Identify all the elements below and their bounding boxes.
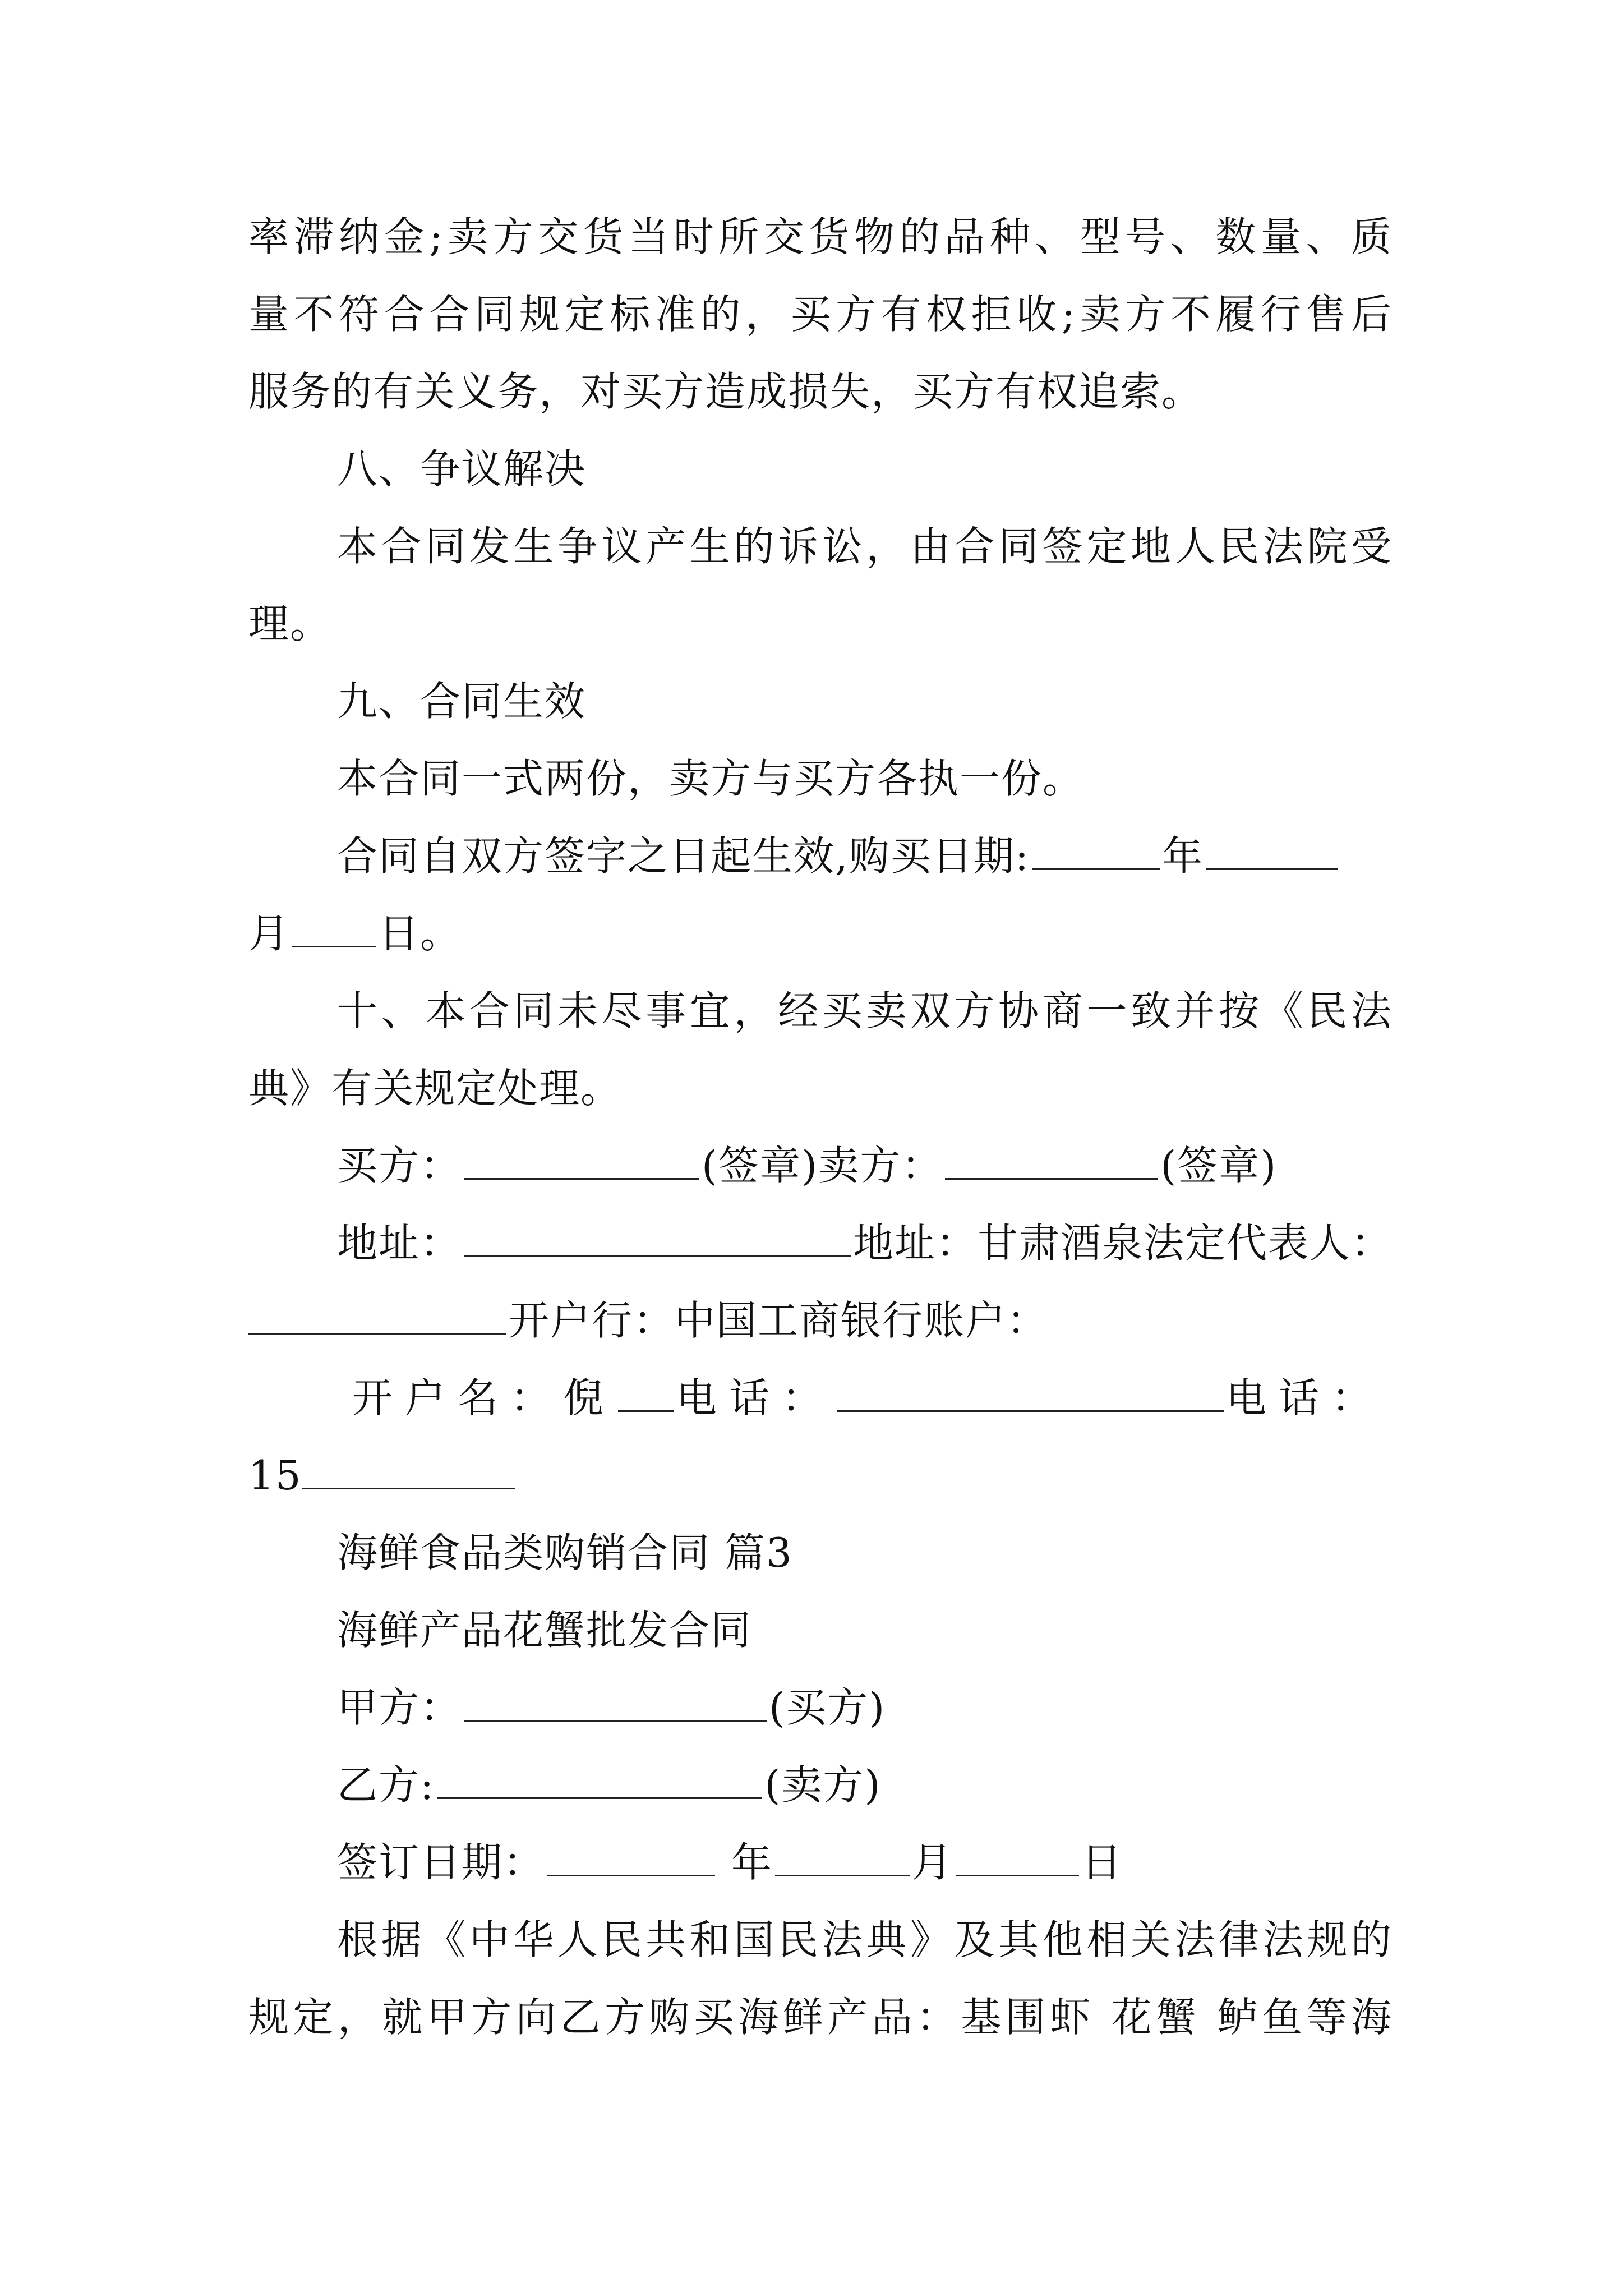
text-segment: 日。 bbox=[379, 910, 462, 957]
text-segment: 开户名：倪 bbox=[352, 1374, 616, 1421]
text-segment: 乙方: bbox=[337, 1761, 435, 1809]
blank-field bbox=[1206, 828, 1338, 870]
blank-field bbox=[1032, 828, 1160, 870]
address-line bbox=[337, 1215, 1481, 1271]
signing-date-line bbox=[337, 1834, 1481, 1890]
blank-field bbox=[618, 1370, 674, 1412]
text-segment: (卖方) bbox=[764, 1761, 882, 1809]
party-b-line bbox=[337, 1757, 1481, 1813]
text-segment: (签章) bbox=[1160, 1142, 1278, 1189]
text-segment: 地址：甘肃酒泉法定代表人： bbox=[853, 1220, 1393, 1267]
contract-subtitle: 海鲜产品花蟹批发合同 bbox=[337, 1607, 753, 1654]
text-segment: 日 bbox=[1081, 1839, 1123, 1886]
effective-date-line bbox=[337, 828, 1481, 884]
text-segment: 月 bbox=[248, 910, 291, 957]
text-segment: (买方) bbox=[769, 1684, 886, 1731]
text-segment: (签章)卖方： bbox=[702, 1142, 943, 1189]
text-segment: 地址： bbox=[337, 1220, 462, 1267]
blank-field bbox=[956, 1834, 1079, 1876]
text-segment: 15 bbox=[248, 1452, 302, 1499]
text-segment: 年 bbox=[1162, 832, 1204, 880]
text-segment: 年 bbox=[731, 1839, 773, 1886]
paragraph-line: 典》有关规定处理。 bbox=[248, 1065, 623, 1112]
paragraph-line: 规定，就甲方向乙方购买海鲜产品：基围虾 花蟹 鲈鱼等海 bbox=[248, 1994, 1393, 2041]
paragraph-line: 本合同发生争议产生的诉讼，由合同签定地人民法院受 bbox=[337, 523, 1393, 570]
text-segment: 电话： bbox=[676, 1374, 835, 1421]
paragraph-line: 十、本合同未尽事宜，经买卖双方协商一致并按《民法 bbox=[337, 987, 1393, 1034]
section-title: 海鲜食品类购销合同 篇3 bbox=[337, 1529, 793, 1576]
paragraph-line: 本合同一式两份，卖方与买方各执一份。 bbox=[337, 755, 1085, 802]
blank-field bbox=[464, 1215, 851, 1257]
text-segment: 月 bbox=[911, 1839, 953, 1886]
text-segment: 合同自双方签字之日起生效,购买日期: bbox=[337, 832, 1030, 880]
blank-field bbox=[292, 905, 376, 947]
buyer-seller-line bbox=[337, 1138, 1481, 1194]
blank-field bbox=[248, 1292, 506, 1335]
paragraph-line: 率滞纳金;卖方交货当时所交货物的品种、型号、数量、质 bbox=[248, 213, 1393, 260]
blank-field bbox=[302, 1447, 515, 1489]
text-segment: 买方： bbox=[337, 1142, 462, 1189]
blank-field bbox=[837, 1370, 1224, 1412]
account-name-line bbox=[352, 1370, 1496, 1426]
blank-field bbox=[464, 1680, 767, 1722]
blank-field bbox=[437, 1757, 762, 1799]
text-segment: 签订日期： bbox=[337, 1839, 545, 1886]
paragraph-line: 理。 bbox=[248, 600, 332, 647]
paragraph-line: 量不符合合同规定标准的，买方有权拒收;卖方不履行售后 bbox=[248, 291, 1393, 338]
blank-field bbox=[775, 1834, 910, 1876]
phone-line bbox=[248, 1447, 1393, 1503]
effective-date-line bbox=[248, 905, 1393, 961]
text-segment: 电话： bbox=[1226, 1374, 1385, 1421]
paragraph-line: 服务的有关义务，对买方造成损失，买方有权追索。 bbox=[248, 368, 1204, 415]
bank-line bbox=[248, 1292, 1393, 1349]
text-segment: 开户行：中国工商银行账户： bbox=[509, 1297, 1049, 1344]
blank-field bbox=[464, 1138, 699, 1180]
party-a-line bbox=[337, 1680, 1481, 1736]
paragraph-line: 根据《中华人民共和国民法典》及其他相关法律法规的 bbox=[337, 1916, 1393, 1963]
section-heading: 九、合同生效 bbox=[337, 678, 587, 725]
blank-field bbox=[547, 1834, 715, 1876]
section-heading: 八、争议解决 bbox=[337, 445, 587, 493]
blank-field bbox=[945, 1138, 1158, 1180]
text-segment: 甲方： bbox=[337, 1684, 462, 1731]
